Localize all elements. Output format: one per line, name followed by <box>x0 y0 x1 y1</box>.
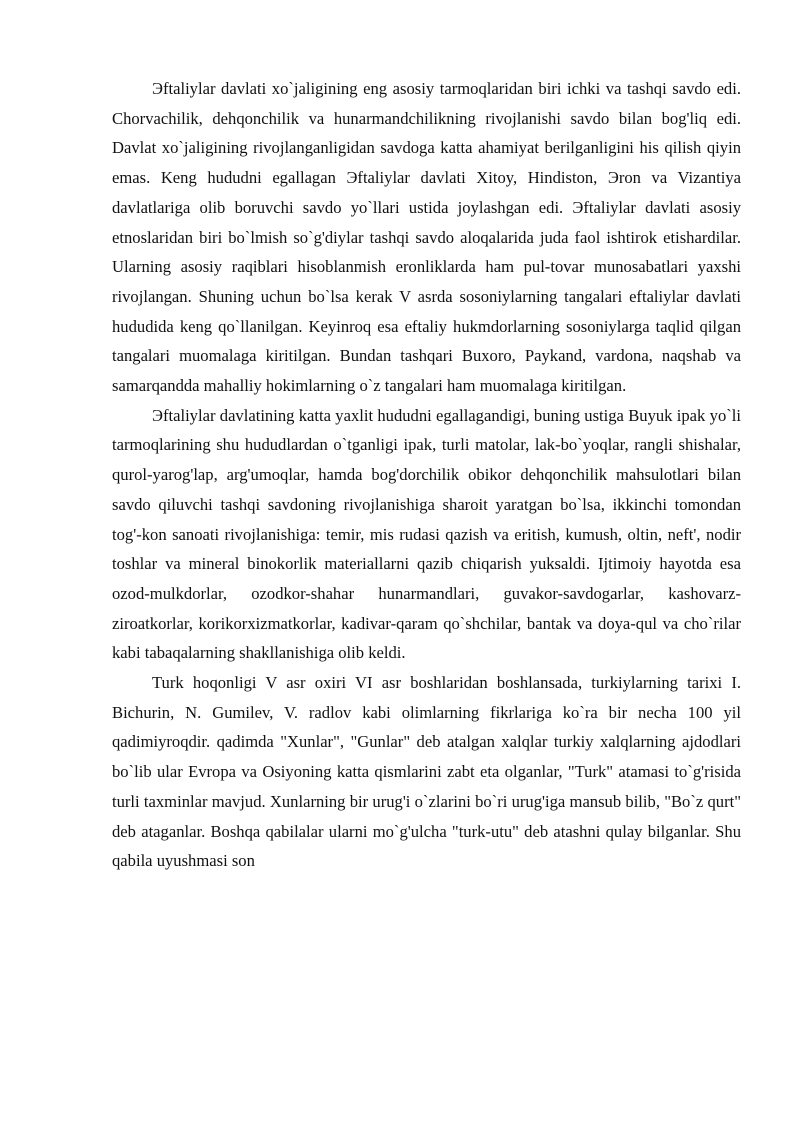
paragraph-eftalite-economy: Эftaliylar davlatining katta yaxlit hududni egallagandigi, buning ustiga Buyuk ipak yo`li tarmoqlarining shu hududlardan o`tganligi ipak, turli matolar, lak-bo`yoqlar, rangli shishalar, qurol-yarog'lap, arg'umoqlar, hamda bog'dorchilik obikor dehqonchilik mahsulotlari bilan savdo qiluvchi tashqi savdoning rivojlanishiga sharoit yaratgan bo`lsa, ikkinchi tomondan tog'-kon sanoati rivojlanishiga: temir, mis rudasi qazish va eritish, kumush, oltin, neft', nodir toshlar va mineral binokorlik materiallarni qazib chiqarish yuksaldi. Ijtimoiy hayotda esa ozod-mulkdorlar, ozodkor-shahar hunarmandlari, guvakor-savdogarlar, kashovarz-ziroatkorlar, korikorxizmatkorlar, kadivar-qaram qo`shchilar, bantak va doya-qul va cho`rilar kabi tabaqalarning shakllanishiga olib keldi. <box>112 405 741 663</box>
paragraph-turk-khaganate: Turk hoqonligi V asr oxiri VI asr boshlaridan boshlansada, turkiylarning tarixi I. Bichurin, N. Gumilev, V. radlov kabi olimlarning fikrlariga ko`ra bir necha 100 yil qadimiyroqdir. qadimda "Xunlar", "Gunlar" deb atalgan xalqlar turkiy xalqlarning ajdodlari bo`lib ular Evropa va Osiyoning katta qismlarini zabt eta olganlar, "Turk" atamasi to`g'risida turli taxminlar mavjud. Xunlarning bir urug'i o`zlarini bo`ri urug'iga mansub bilib, "Bo`z qurt" deb ataganlar. Boshqa qabilalar ularni mo`g'ulcha "turk-utu" deb atashni qulay bilganlar. Shu qabila uyushmasi son <box>112 673 741 871</box>
document-page <box>112 74 741 876</box>
paragraph-eftalite-trade: Эftaliylar davlati xo`jaligining eng asosiy tarmoqlaridan biri ichki va tashqi savdo edi. Chorvachilik, dehqonchilik va hunarmandchilikning rivojlanishi savdo bilan bog'liq edi. Davlat xo`jaligining rivojlanganligidan savdoga katta ahamiyat berilganligini his qilish qiyin emas. Keng hududni egallagan Эftaliylar davlati Xitoy, Hindiston, Эron va Vizantiya davlatlariga olib boruvchi savdo yo`llari ustida joylashgan edi. Эftaliylar davlati asosiy etnoslaridan biri bo`lmish so`g'diylar tashqi savdo aloqalarida juda faol ishtirok etishardilar. Ularning asosiy raqiblari hisoblanmish eronliklarda ham pul-tovar munosabatlari yaxshi rivojlangan. Shuning uchun bo`lsa kerak V asrda sosoniylarning tangalari eftaliylar davlati hududida keng qo`llanilgan. Keyinroq esa eftaliy hukmdorlarning sosoniylarga taqlid qilgan tangalari muomalaga kiritilgan. Bundan tashqari Buxoro, Paykand, vardona, naqshab va samarqandda mahalliy hokimlarning o`z tangalari ham muomalaga kiritilgan. <box>112 79 741 396</box>
